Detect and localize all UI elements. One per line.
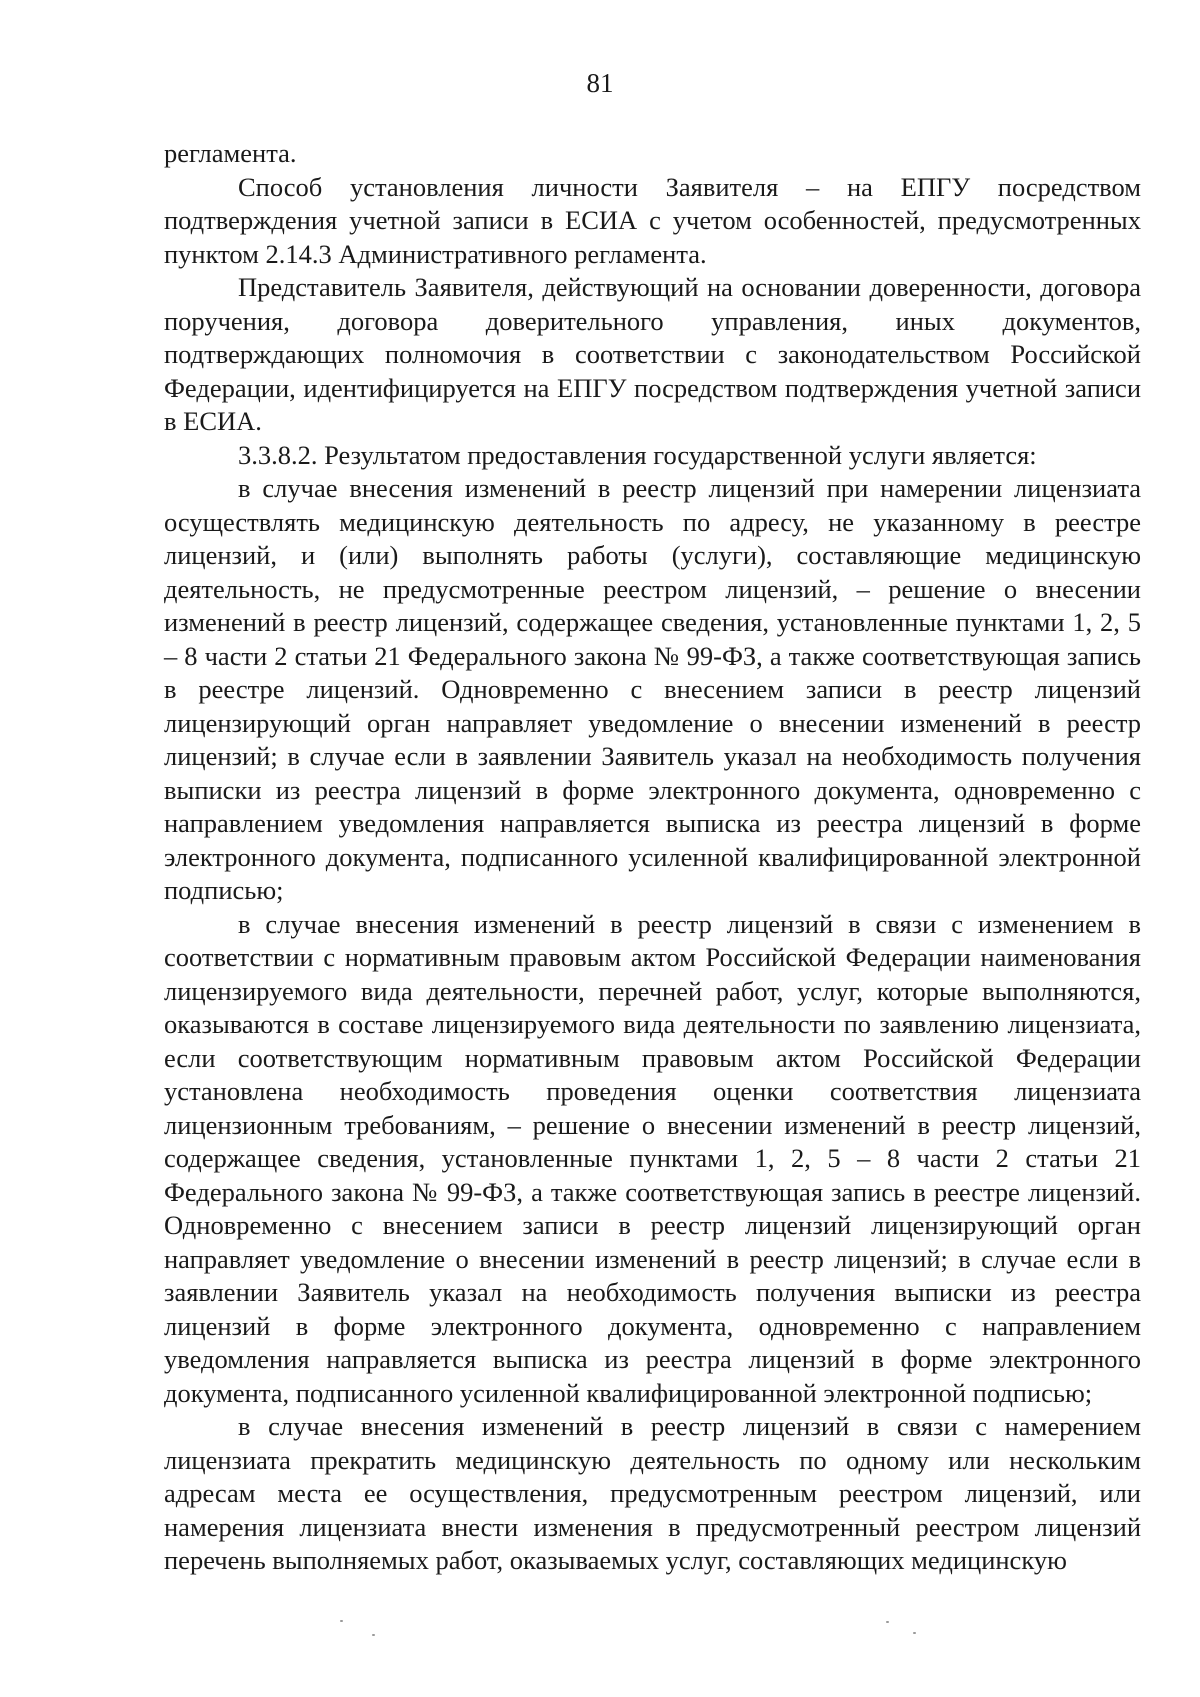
paragraph-result-new-address: в случае внесения изменений в реестр лицензий при намерении лицензиата осуществлять медицинскую деятельность по адресу, не указанному в реестре лицензий, и (или) выполнять работы (услуги), составляющие медицинскую деятельность, не предусмотренные реестром лицензий, – решение о внесении изменений в реестр лицензий, содержащее сведения, установленные пунктами 1, 2, 5 – 8 части 2 статьи 21 Федерального закона № 99-ФЗ, а также соответствующая запись в реестре лицензий. Одновременно с внесением записи в реестр лицензий лицензирующий орган направляет уведомление о внесении изменений в реестр лицензий; в случае если в заявлении Заявитель указал на необходимость получения выписки из реестра лицензий в форме электронного документа, одновременно с направлением уведомления направляется выписка из реестра лицензий в форме электронного документа, подписанного усиленной квалифицированной электронной подписью;	[164, 473, 1141, 905]
paragraph-continuation: регламента.	[164, 138, 297, 168]
scan-speck	[913, 1632, 916, 1634]
scan-speck	[886, 1621, 889, 1623]
paragraph-result-heading: 3.3.8.2. Результатом предоставления государственной услуги является:	[238, 439, 1037, 470]
page-number: 81	[586, 68, 614, 98]
scan-speck	[340, 1620, 343, 1622]
scan-speck	[372, 1634, 375, 1636]
paragraph-representative: Представитель Заявителя, действующий на основании доверенности, договора поручения, договора доверительного управления, иных документов, подтверждающих полномочия в соответствии с законодательством Российской Федерации, идентифицируется на ЕПГУ посредством подтверждения учетной записи в ЕСИА.	[164, 272, 1141, 436]
paragraph-identity-method: Способ установления личности Заявителя – на ЕПГУ посредством подтверждения учетной записи в ЕСИА с учетом особенностей, предусмотренных пунктом 2.14.3 Административного регламента.	[164, 171, 1141, 269]
document-body	[164, 137, 1141, 1578]
paragraph-result-termination: в случае внесения изменений в реестр лицензий в связи с намерением лицензиата прекратить медицинскую деятельность по одному или нескольким адресам места ее осуществления, предусмотренным реестром лицензий, или намерения лицензиата внести изменения в предусмотренный реестром лицензий перечень выполняемых работ, оказываемых услуг, составляющих медицинскую	[164, 1411, 1141, 1575]
paragraph-result-name-change: в случае внесения изменений в реестр лицензий в связи с изменением в соответствии с нормативным правовым актом Российской Федерации наименования лицензируемого вида деятельности, перечней работ, услуг, которые выполняются, оказываются в составе лицензируемого вида деятельности по заявлению лицензиата, если соответствующим нормативным правовым актом Российской Федерации установлена необходимость проведения оценки соответствия лицензиата лицензионным требованиям, – решение о внесении изменений в реестр лицензий, содержащее сведения, установленные пунктами 1, 2, 5 – 8 части 2 статьи 21 Федерального закона № 99-ФЗ, а также соответствующая запись в реестре лицензий. Одновременно с внесением записи в реестр лицензий лицензирующий орган направляет уведомление о внесении изменений в реестр лицензий; в случае если в заявлении Заявитель указал на необходимость получения выписки из реестра лицензий в форме электронного документа, одновременно с направлением уведомления направляется выписка из реестра лицензий в форме электронного документа, подписанного усиленной квалифицированной электронной подписью;	[164, 908, 1141, 1408]
